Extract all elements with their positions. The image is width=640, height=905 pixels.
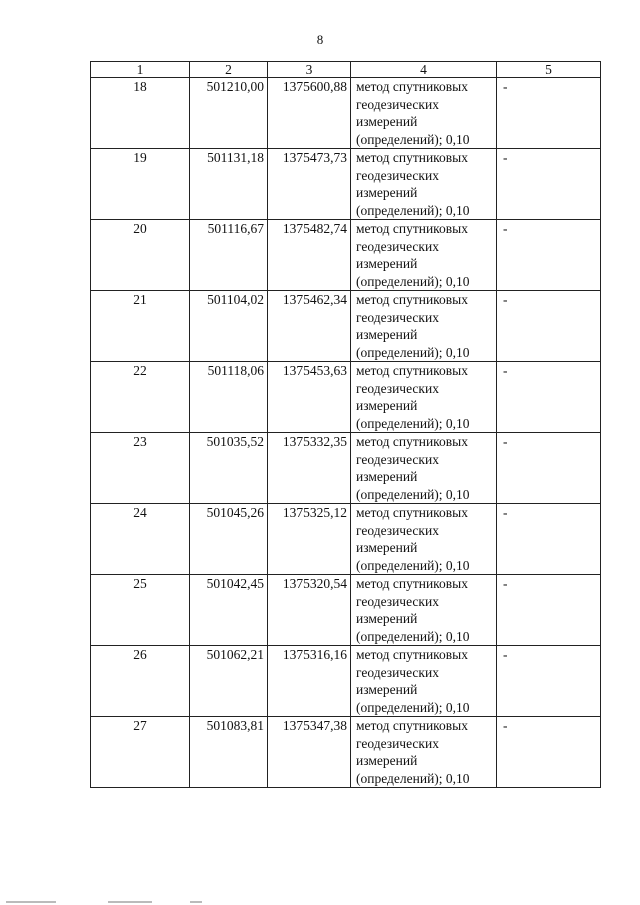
column-header: 5 (497, 62, 601, 78)
x-coordinate-cell: 501035,52 (190, 433, 268, 504)
method-cell: метод спутниковых геодезических измерений (определений); 0,10 (351, 504, 497, 575)
point-number-cell: 24 (91, 504, 190, 575)
note-cell: - (497, 78, 601, 149)
column-header: 2 (190, 62, 268, 78)
point-number-cell: 20 (91, 220, 190, 291)
x-coordinate-cell: 501116,67 (190, 220, 268, 291)
x-coordinate-cell: 501131,18 (190, 149, 268, 220)
x-coordinate-cell: 501210,00 (190, 78, 268, 149)
table-row (91, 78, 601, 149)
note-cell: - (497, 575, 601, 646)
column-header: 3 (268, 62, 351, 78)
x-coordinate-cell: 501062,21 (190, 646, 268, 717)
method-cell: метод спутниковых геодезических измерений (определений); 0,10 (351, 220, 497, 291)
point-number-cell: 18 (91, 78, 190, 149)
table-row (91, 717, 601, 788)
table-row (91, 575, 601, 646)
y-coordinate-cell: 1375482,74 (268, 220, 351, 291)
method-cell: метод спутниковых геодезических измерений (определений); 0,10 (351, 362, 497, 433)
column-header: 4 (351, 62, 497, 78)
point-number-cell: 21 (91, 291, 190, 362)
y-coordinate-cell: 1375462,34 (268, 291, 351, 362)
table-row (91, 220, 601, 291)
y-coordinate-cell: 1375320,54 (268, 575, 351, 646)
method-cell: метод спутниковых геодезических измерений (определений); 0,10 (351, 575, 497, 646)
point-number-cell: 23 (91, 433, 190, 504)
y-coordinate-cell: 1375453,63 (268, 362, 351, 433)
scan-bottom-edge (0, 898, 640, 905)
y-coordinate-cell: 1375325,12 (268, 504, 351, 575)
column-header: 1 (91, 62, 190, 78)
note-cell: - (497, 362, 601, 433)
method-cell: метод спутниковых геодезических измерений (определений); 0,10 (351, 291, 497, 362)
x-coordinate-cell: 501104,02 (190, 291, 268, 362)
coordinates-table (90, 61, 601, 788)
method-cell: метод спутниковых геодезических измерений (определений); 0,10 (351, 433, 497, 504)
y-coordinate-cell: 1375347,38 (268, 717, 351, 788)
table-row (91, 149, 601, 220)
y-coordinate-cell: 1375316,16 (268, 646, 351, 717)
point-number-cell: 22 (91, 362, 190, 433)
x-coordinate-cell: 501042,45 (190, 575, 268, 646)
y-coordinate-cell: 1375600,88 (268, 78, 351, 149)
table-row (91, 646, 601, 717)
note-cell: - (497, 504, 601, 575)
note-cell: - (497, 646, 601, 717)
method-cell: метод спутниковых геодезических измерений (определений); 0,10 (351, 717, 497, 788)
note-cell: - (497, 433, 601, 504)
point-number-cell: 26 (91, 646, 190, 717)
table-row (91, 362, 601, 433)
point-number-cell: 25 (91, 575, 190, 646)
point-number-cell: 27 (91, 717, 190, 788)
note-cell: - (497, 717, 601, 788)
y-coordinate-cell: 1375332,35 (268, 433, 351, 504)
note-cell: - (497, 220, 601, 291)
method-cell: метод спутниковых геодезических измерений (определений); 0,10 (351, 646, 497, 717)
method-cell: метод спутниковых геодезических измерений (определений); 0,10 (351, 78, 497, 149)
x-coordinate-cell: 501083,81 (190, 717, 268, 788)
table-row (91, 504, 601, 575)
x-coordinate-cell: 501118,06 (190, 362, 268, 433)
note-cell: - (497, 291, 601, 362)
table-row (91, 433, 601, 504)
y-coordinate-cell: 1375473,73 (268, 149, 351, 220)
point-number-cell: 19 (91, 149, 190, 220)
method-cell: метод спутниковых геодезических измерений (определений); 0,10 (351, 149, 497, 220)
table-header-row (91, 62, 601, 78)
note-cell: - (497, 149, 601, 220)
page-number: 8 (316, 32, 324, 47)
x-coordinate-cell: 501045,26 (190, 504, 268, 575)
table-row (91, 291, 601, 362)
